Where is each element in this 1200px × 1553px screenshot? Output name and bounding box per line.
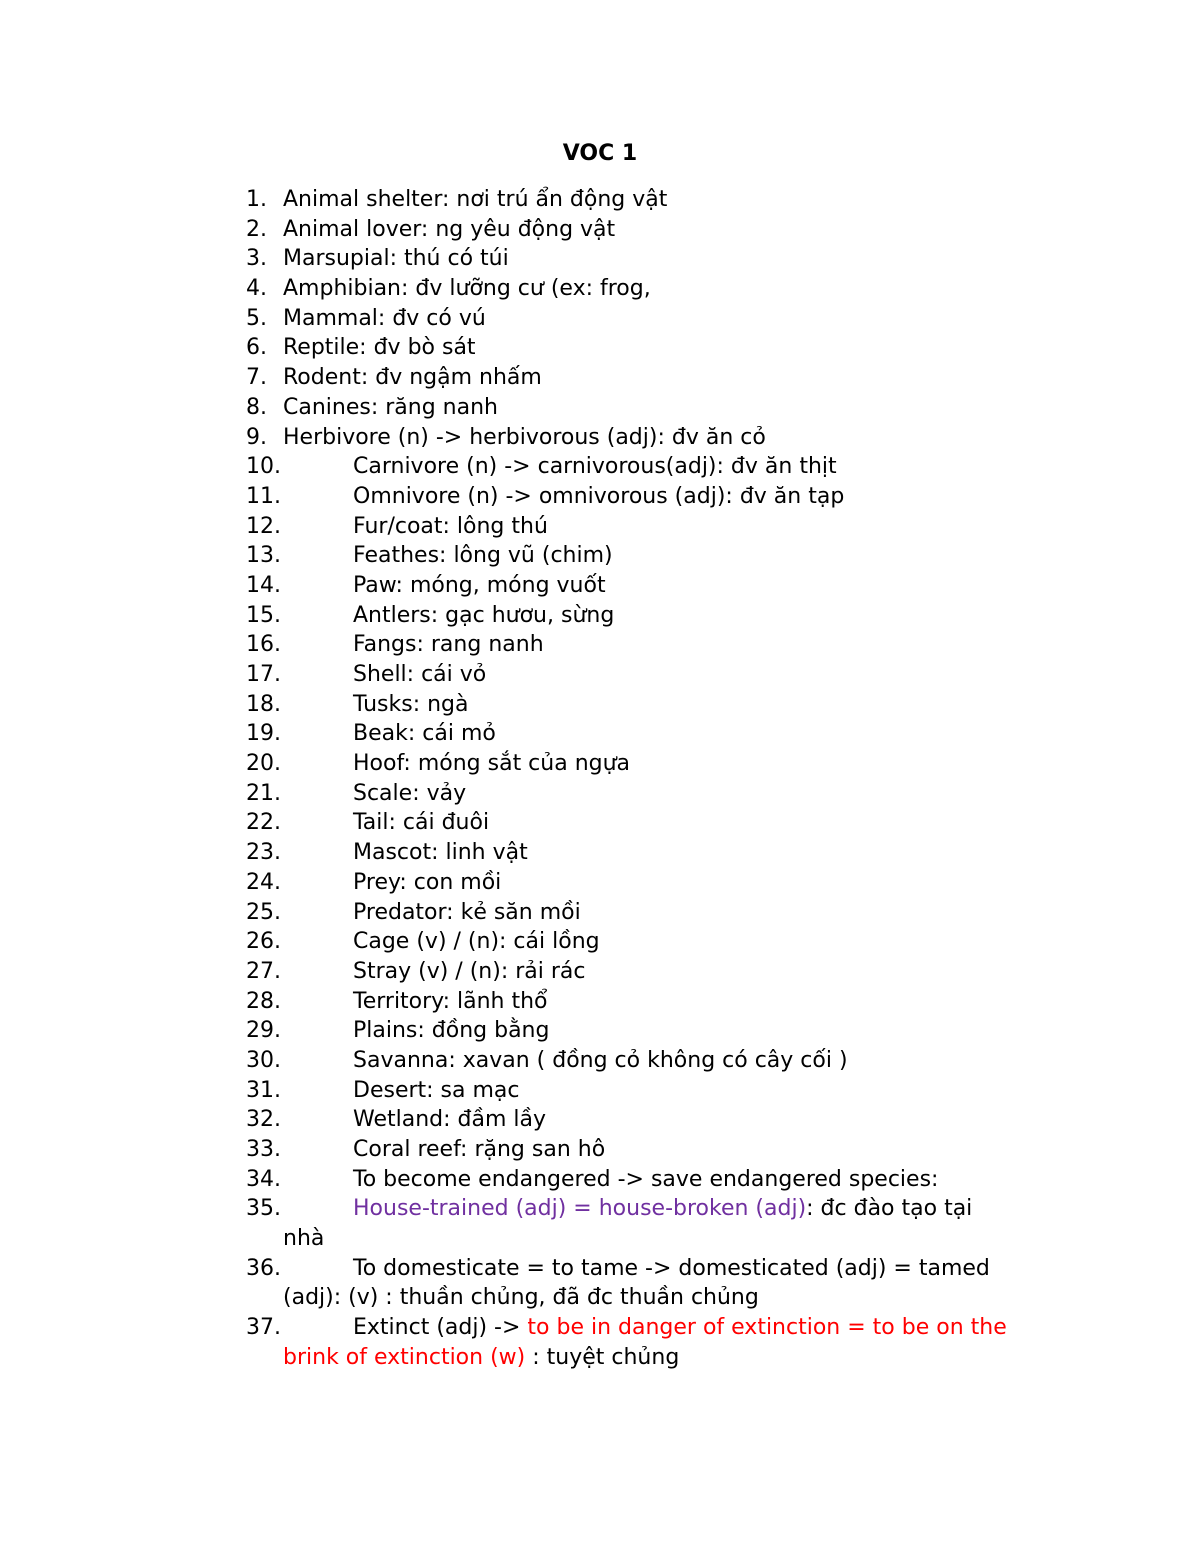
item-text: To become endangered -> save endangered species: xyxy=(353,1166,939,1192)
list-item xyxy=(0,808,1200,838)
item-number: 16. xyxy=(246,632,281,658)
highlighted-term-purple: House-trained (adj) = house-broken (adj) xyxy=(353,1196,807,1222)
item-number: 20. xyxy=(246,751,281,777)
item-text: Tail: cái đuôi xyxy=(353,810,490,836)
item-number: 27. xyxy=(246,958,281,984)
item-number: 12. xyxy=(246,513,281,539)
item-text: Canines: răng nanh xyxy=(283,394,498,420)
vocabulary-list xyxy=(0,185,1200,1373)
list-item xyxy=(0,749,1200,779)
item-text: Wetland: đầm lầy xyxy=(353,1107,547,1133)
item-number: 28. xyxy=(246,988,281,1014)
item-number: 9. xyxy=(246,424,267,450)
item-text xyxy=(353,1313,1007,1343)
item-number: 13. xyxy=(246,543,281,569)
item-text: Desert: sa mạc xyxy=(353,1077,520,1103)
list-item xyxy=(0,1016,1200,1046)
list-item xyxy=(0,1313,1200,1372)
list-item xyxy=(0,1254,1200,1313)
item-text: Rodent: đv ngậm nhấm xyxy=(283,365,542,391)
item-number: 17. xyxy=(246,662,281,687)
item-number: 30. xyxy=(246,1047,281,1073)
item-number: 1. xyxy=(246,187,267,212)
item-text: Fangs: rang nanh xyxy=(353,632,544,658)
list-item xyxy=(0,541,1200,571)
list-item xyxy=(0,779,1200,809)
list-item xyxy=(0,838,1200,868)
item-text: Antlers: gạc hươu, sừng xyxy=(353,602,615,628)
item-text: Plains: đồng bằng xyxy=(353,1018,550,1044)
list-item xyxy=(0,987,1200,1017)
item-term: Extinct (adj) -> xyxy=(353,1315,528,1341)
list-item xyxy=(0,1046,1200,1076)
item-number: 18. xyxy=(246,691,281,717)
item-definition: : đc đào tạo tại xyxy=(806,1196,973,1222)
list-item xyxy=(0,512,1200,542)
item-continuation xyxy=(0,1343,1200,1373)
item-number: 31. xyxy=(246,1077,281,1103)
item-number: 34. xyxy=(246,1166,281,1192)
item-text xyxy=(353,1194,972,1224)
item-number: 2. xyxy=(246,216,267,242)
item-number: 35. xyxy=(246,1196,281,1222)
list-item xyxy=(0,868,1200,898)
document-title: VOC 1 xyxy=(562,141,638,166)
item-text: Stray (v) / (n): rải rác xyxy=(353,958,586,984)
list-item xyxy=(0,690,1200,720)
list-item xyxy=(0,1165,1200,1195)
item-text: Fur/coat: lông thú xyxy=(353,513,548,539)
list-item xyxy=(0,957,1200,987)
item-text: Predator: kẻ săn mồi xyxy=(353,899,581,925)
item-text: Scale: vảy xyxy=(353,780,467,806)
list-item xyxy=(0,927,1200,957)
item-text: Mascot: linh vật xyxy=(353,840,528,866)
item-number: 22. xyxy=(246,810,281,836)
item-number: 21. xyxy=(246,780,281,806)
list-item xyxy=(0,660,1200,690)
item-text: Savanna: xavan ( đồng cỏ không có cây cối ) xyxy=(353,1047,848,1073)
item-text: Animal shelter: nơi trú ẩn động vật xyxy=(283,187,668,212)
list-item xyxy=(0,363,1200,393)
item-number: 25. xyxy=(246,899,281,925)
item-number: 11. xyxy=(246,483,281,509)
highlighted-phrase-red: to be in danger of extinction = to be on the xyxy=(527,1315,1007,1341)
item-number: 37. xyxy=(246,1315,281,1341)
item-text: Herbivore (n) -> herbivorous (adj): đv ăn cỏ xyxy=(283,424,766,450)
list-item xyxy=(0,185,1200,215)
item-text: Coral reef: rặng san hô xyxy=(353,1137,606,1162)
item-number: 5. xyxy=(246,305,267,331)
list-item xyxy=(0,393,1200,423)
item-text: Hoof: móng sắt của ngựa xyxy=(353,751,631,777)
item-number: 4. xyxy=(246,276,267,302)
item-number: 7. xyxy=(246,365,267,391)
item-number: 23. xyxy=(246,840,281,866)
item-number: 36. xyxy=(246,1255,281,1281)
item-text: Beak: cái mỏ xyxy=(353,721,496,747)
list-item xyxy=(0,1076,1200,1106)
item-text: Amphibian: đv lưỡng cư (ex: frog, xyxy=(283,276,651,302)
item-number: 29. xyxy=(246,1018,281,1044)
highlighted-phrase-red: brink of extinction (w) xyxy=(283,1344,526,1370)
item-text: Reptile: đv bò sát xyxy=(283,335,476,361)
item-number: 14. xyxy=(246,572,281,598)
list-item xyxy=(0,482,1200,512)
item-number: 32. xyxy=(246,1107,281,1133)
item-definition: : tuyệt chủng xyxy=(525,1344,680,1370)
item-text: Animal lover: ng yêu động vật xyxy=(283,216,616,242)
item-number: 8. xyxy=(246,394,267,420)
item-text: Feathes: lông vũ (chim) xyxy=(353,543,613,569)
item-text: Paw: móng, móng vuốt xyxy=(353,572,606,598)
item-text: Omnivore (n) -> omnivorous (adj): đv ăn tạp xyxy=(353,483,845,509)
item-text: Tusks: ngà xyxy=(353,691,469,717)
item-text: Mammal: đv có vú xyxy=(283,305,486,331)
item-text: Carnivore (n) -> carnivorous(adj): đv ăn thịt xyxy=(353,454,837,480)
list-item xyxy=(0,1194,1200,1253)
item-continuation: (adj): (v) : thuần chủng, đã đc thuần chủng xyxy=(283,1285,759,1311)
item-text: Marsupial: thú có túi xyxy=(283,246,509,272)
item-continuation: nhà xyxy=(283,1226,325,1252)
list-item xyxy=(0,1105,1200,1135)
item-text: To domesticate = to tame -> domesticated (adj) = tamed xyxy=(353,1255,990,1281)
list-item xyxy=(0,571,1200,601)
item-text: Prey: con mồi xyxy=(353,869,502,895)
item-number: 10. xyxy=(246,454,281,480)
item-number: 19. xyxy=(246,721,281,747)
item-number: 15. xyxy=(246,602,281,628)
item-text: Shell: cái vỏ xyxy=(353,662,487,687)
list-item xyxy=(0,898,1200,928)
item-number: 6. xyxy=(246,335,267,361)
item-number: 26. xyxy=(246,929,281,955)
list-item xyxy=(0,333,1200,363)
list-item xyxy=(0,452,1200,482)
list-item xyxy=(0,423,1200,453)
item-text: Cage (v) / (n): cái lồng xyxy=(353,929,600,955)
list-item xyxy=(0,304,1200,334)
list-item xyxy=(0,215,1200,245)
list-item xyxy=(0,1135,1200,1165)
item-number: 33. xyxy=(246,1137,281,1162)
list-item xyxy=(0,244,1200,274)
item-text: Territory: lãnh thổ xyxy=(353,988,548,1014)
list-item xyxy=(0,274,1200,304)
list-item xyxy=(0,719,1200,749)
list-item xyxy=(0,601,1200,631)
list-item xyxy=(0,630,1200,660)
item-number: 3. xyxy=(246,246,267,272)
item-number: 24. xyxy=(246,869,281,895)
